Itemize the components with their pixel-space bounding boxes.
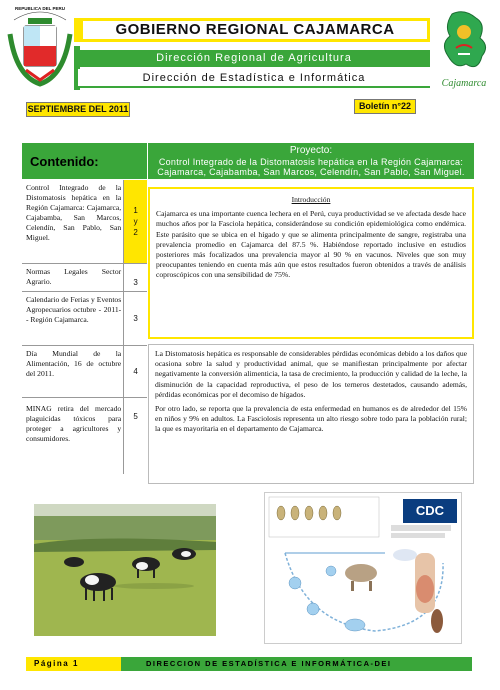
cajamarca-logo [434, 8, 494, 92]
statistics-directorate: Dirección de Estadística e Informática [78, 69, 430, 88]
project-title: Control Integrado de la Distomatosis hepática en la Región Cajamarca: Cajamarca, Cajabamba, San Marcos, Celendín, San Pablo, San Miguel. [157, 157, 465, 177]
introduction-box [148, 187, 474, 339]
table-of-contents [22, 180, 147, 474]
toc-item[interactable] [22, 346, 147, 398]
toc-item-text: MINAG retira del mercado plaguicidas tóxicos para proteger a agricultores y consumidores. [26, 404, 122, 443]
toc-item-page: 4 [123, 346, 147, 397]
toc-item[interactable] [22, 292, 147, 346]
body-paragraph: La Distomatosis hepática es responsable de considerables pérdidas económicas debido a los daños que ocasiona sobre la salud y productividad animal, que se manifiestan principalmente por afectar negativamente la conversión alimenticia, la tasa de crecimiento, la producción y calidad de la leche, la disminución de la capacidad reproductiva, el peso de los terneros destetados, causando además, pérdidas económicas por el decomiso de hígados. [155, 349, 467, 399]
project-label: Proyecto: [289, 145, 333, 156]
introduction-text: Cajamarca es una importante cuenca lechera en el Perú, cuya productividad se ve afectada desde hace muchos años por la Fasciola hepática, considerándose su condición epidemiológica como endémica. Este parásito que se ubica en el hígado y que se alimenta principalmente de sangre, registraba una prevalencia promedio en Cajamarca del 87.5 %. Habiéndose reportado inclusive en estudios posteriores más focalizados una prevalencia mayor al 90 % en vacunos. Niveles que son muy preocupantes teniendo en cuenta más aún que estos resultados fueron obtenidos a través de análisis coproscópicos con una sensibilidad de 75%. [156, 209, 466, 280]
toc-item-text: Control Integrado de la Distomatosis hepática en la Región Cajamarca: Cajamarca, Cajabamba, San Marcos, Celendín, San Pablo, San Miguel. [22, 180, 123, 263]
issue-number: Boletín n°22 [354, 99, 416, 114]
toc-item-text: Día Mundial de la Alimentación, 16 de octubre del 2011. [26, 349, 122, 378]
toc-item-text: Calendario de Ferias y Eventos Agropecuarios octubre - 2011-- Región Cajamarca. [26, 295, 122, 324]
toc-item[interactable] [22, 398, 147, 474]
agriculture-directorate: Dirección Regional de Agricultura [78, 50, 430, 67]
cdc-logo: CDC [415, 503, 445, 518]
page-footer [26, 657, 472, 671]
issue-date: SEPTIEMBRE DEL 2011 [26, 102, 130, 117]
toc-item-page: 5 [123, 398, 147, 474]
toc-item-page: 3 [123, 292, 147, 345]
contents-heading: Contenido: [22, 143, 147, 179]
toc-item-page: 3 [123, 264, 147, 291]
fasciola-life-cycle-diagram [264, 492, 462, 644]
seal-caption: REPUBLICA DEL PERU [14, 6, 65, 11]
peru-coat-of-arms [6, 6, 74, 90]
cattle-photo [34, 504, 216, 636]
toc-item-page: 1 y 2 [123, 180, 147, 263]
body-paragraph: Por otro lado, se reporta que la prevalencia de esta enfermedad en humanos es de alrededor del 15% en niños y 9% en adultos. La Fasciolosis representa un alto riesgo sobre todo para la población rural; la que es mayoritaria en el departamento de Cajamarca. [155, 404, 467, 434]
toc-item[interactable] [22, 264, 147, 292]
project-heading [148, 143, 474, 179]
logo-caption: Cajamarca [441, 78, 487, 89]
body-text-box [148, 344, 474, 484]
introduction-title: Introducción [291, 195, 331, 204]
footer-organization: DIRECCION DE ESTADÍSTICA E INFORMÁTICA-DEI [146, 659, 392, 668]
toc-item[interactable] [22, 180, 147, 264]
toc-item-text: Normas Legales Sector Agrario. [26, 267, 122, 286]
page-title: GOBIERNO REGIONAL CAJAMARCA [78, 18, 430, 42]
page-number: Página 1 [26, 657, 121, 671]
